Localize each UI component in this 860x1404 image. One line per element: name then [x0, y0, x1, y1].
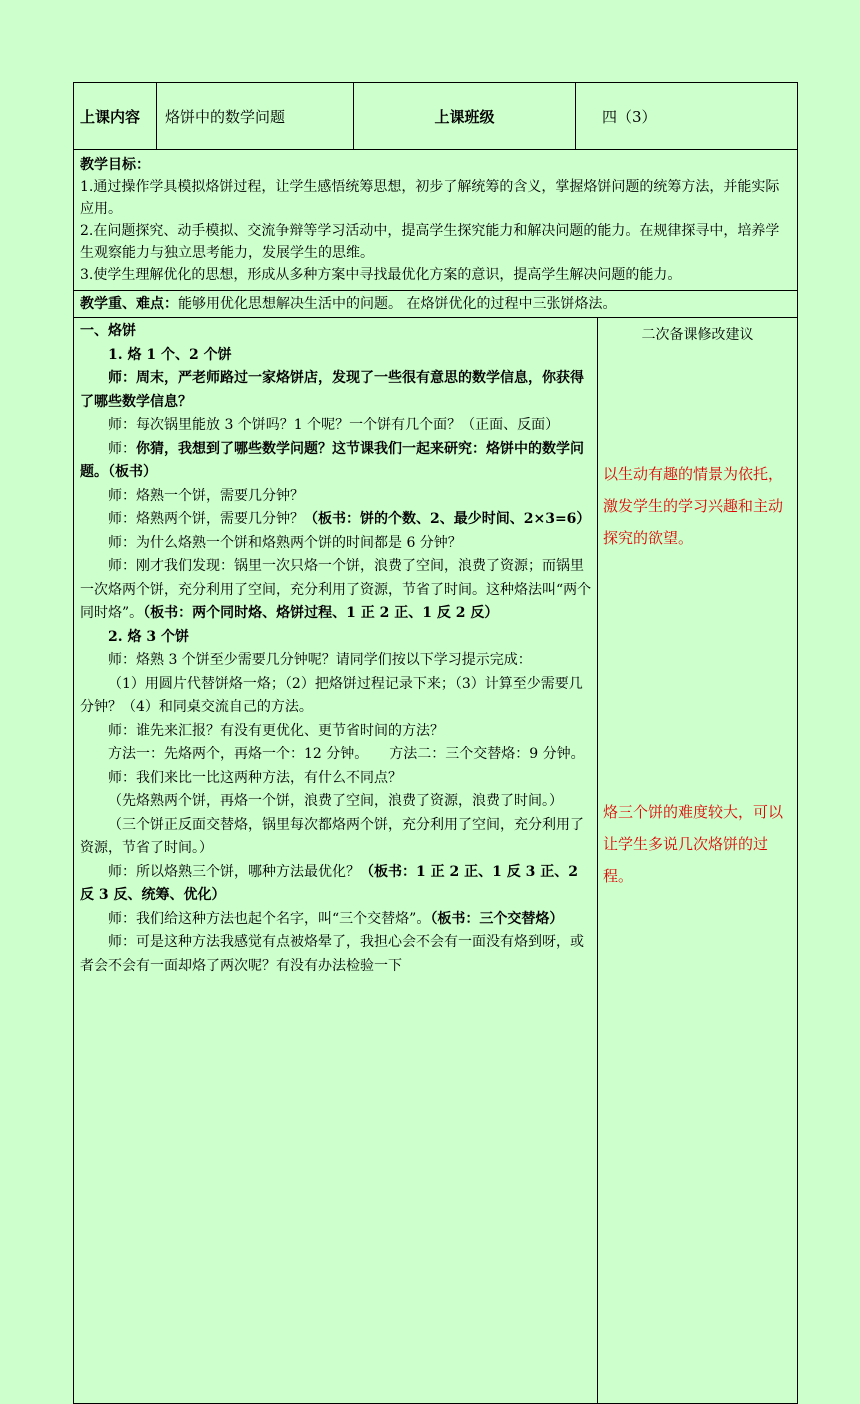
- paragraph-8: 师：烙熟 3 个饼至少需要几分钟呢？请同学们按以下学习提示完成：: [108, 652, 532, 668]
- paragraph-1: 师：周末，严老师路过一家烙饼店，发现了一些很有意思的数学信息，你获得了哪些数学信息？: [80, 370, 584, 410]
- paragraph-14: （三个饼正反面交替烙，锅里每次都烙两个饼，充分利用了空间，充分利用了资源，节省了时间。）: [80, 816, 584, 856]
- key-points: [74, 291, 798, 318]
- paragraph-9: （1）用圆片代替饼烙一烙；（2）把烙饼过程记录下来；（3）计算至少需要几分钟？（4）和同桌交流自己的方法。: [80, 675, 583, 715]
- header-row: [74, 83, 798, 150]
- paragraph-5: 师：烙熟两个饼，需要几分钟？: [108, 511, 304, 527]
- revision-notes: [598, 318, 798, 1404]
- goal-item-2: 2.在问题探究、动手模拟、交流争辩等学习活动中，提高学生探究能力和解决问题的能力。在规律探寻中，培养学生观察能力与独立思考能力，发展学生的思维。: [80, 223, 780, 261]
- paragraph-3-prefix: 师：: [108, 440, 136, 457]
- lesson-plan-table: [73, 82, 798, 1404]
- paragraph-13: （先烙熟两个饼，再烙一个饼，浪费了空间，浪费了资源，浪费了时间。）: [108, 793, 563, 809]
- paragraph-7: 师：刚才我们发现：锅里一次只烙一个饼，浪费了空间，浪费了资源；而锅里一次烙两个饼，充分利用了空间，充分利用了资源，节省了时间。这种烙法叫“两个同时烙”。: [80, 558, 592, 621]
- goals-row: [74, 150, 798, 291]
- content-label: 上课内容: [74, 83, 157, 150]
- paragraph-12: 师：我们来比一比这两种方法，有什么不同点？: [108, 769, 402, 786]
- class-value: 四（3）: [576, 83, 798, 150]
- paragraph-5-board: （板书：饼的个数、2、最少时间、2×3=6）: [304, 511, 591, 527]
- key-points-label: 教学重、难点：: [80, 296, 178, 312]
- body-row: [74, 318, 798, 1404]
- lesson-topic: 烙饼中的数学问题: [157, 83, 354, 150]
- section-title-1: 一、烙饼: [80, 323, 136, 339]
- paragraph-7-board: （板书：两个同时烙、烙饼过程、1 正 2 正、1 反 2 反）: [143, 605, 499, 621]
- subsection-1: 1. 烙 1 个、2 个饼: [108, 346, 232, 363]
- goals-title: 教学目标：: [80, 157, 150, 173]
- paragraph-15-board: （板书：1 正 2 正、1 反 3 正、2 反 3 反、统筹、优化）: [80, 863, 578, 903]
- subsection-2: 2. 烙 3 个饼: [108, 628, 189, 645]
- revision-notes-title: 二次备课修改建议: [641, 327, 754, 343]
- goal-item-3: 3.使学生理解优化的思想，形成从多种方案中寻找最优化方案的意识，提高学生解决问题的能力。: [80, 267, 682, 283]
- paragraph-15: 师：所以烙熟三个饼，哪种方法最优化？: [108, 863, 360, 880]
- lesson-body: [74, 318, 598, 1404]
- teaching-goals: [74, 150, 798, 291]
- paragraph-2: 师：每次锅里能放 3 个饼吗？1 个呢？一个饼有几个面？（正面、反面）: [108, 417, 560, 433]
- paragraph-17: 师：可是这种方法我感觉有点被烙晕了，我担心会不会有一面没有烙到呀，或者会不会有一面却烙了两次呢？有没有办法检验一下: [80, 934, 584, 974]
- revision-note-2: 烙三个饼的难度较大，可以让学生多说几次烙饼的过程。: [603, 803, 784, 885]
- key-points-row: [74, 291, 798, 318]
- paragraph-6: 师：为什么烙熟一个饼和烙熟两个饼的时间都是 6 分钟？: [108, 534, 462, 551]
- key-points-text: 能够用优化思想解决生活中的问题。 在烙饼优化的过程中三张饼烙法。: [178, 296, 617, 312]
- paragraph-3: 你猜，我想到了哪些数学问题？这节课我们一起来研究：烙饼中的数学问题。（板书）: [80, 440, 584, 480]
- paragraph-16-board: （板书：三个交替烙）: [430, 910, 564, 927]
- paragraph-4: 师：烙熟一个饼，需要几分钟？: [108, 487, 304, 504]
- goal-item-1: 1.通过操作学具模拟烙饼过程，让学生感悟统筹思想，初步了解统筹的含义，掌握烙饼问题的统筹方法，并能实际应用。: [80, 179, 780, 217]
- paragraph-16: 师：我们给这种方法也起个名字，叫“三个交替烙”。: [108, 910, 431, 927]
- paragraph-10: 师：谁先来汇报？有没有更优化、更节省时间的方法？: [108, 722, 444, 739]
- revision-note-1: 以生动有趣的情景为依托，激发学生的学习兴趣和主动探究的欲望。: [603, 465, 784, 547]
- paragraph-11: 方法一：先烙两个，再烙一个：12 分钟。 方法二：三个交替烙：9 分钟。: [108, 746, 585, 762]
- class-label: 上课班级: [354, 83, 576, 150]
